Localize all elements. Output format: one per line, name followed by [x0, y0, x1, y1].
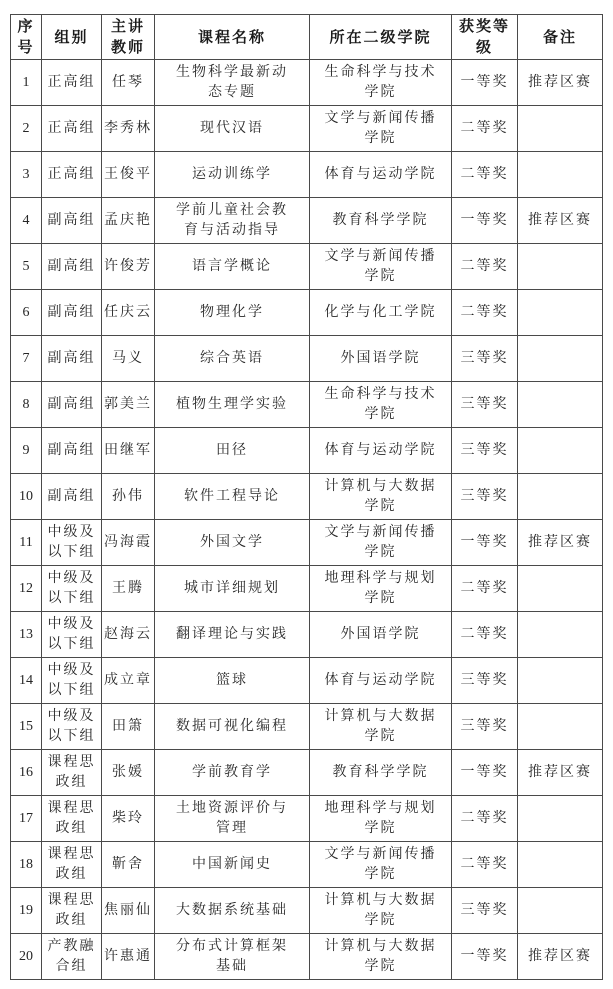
column-header-college: 所在二级学院	[310, 15, 452, 60]
cell-course: 分布式计算框架基础	[155, 934, 310, 980]
cell-college: 文学与新闻传播学院	[310, 244, 452, 290]
header-row	[11, 15, 603, 60]
cell-no: 10	[11, 474, 42, 520]
cell-group: 副高组	[42, 474, 102, 520]
cell-course: 翻译理论与实践	[155, 612, 310, 658]
cell-note	[518, 152, 603, 198]
cell-award: 二等奖	[452, 106, 518, 152]
cell-group: 中级及以下组	[42, 566, 102, 612]
cell-note	[518, 612, 603, 658]
cell-group: 产教融合组	[42, 934, 102, 980]
cell-teacher: 马义	[102, 336, 155, 382]
table-row	[11, 658, 603, 704]
cell-teacher: 靳舍	[102, 842, 155, 888]
table-row	[11, 842, 603, 888]
awards-table	[10, 14, 603, 980]
cell-group: 副高组	[42, 428, 102, 474]
cell-group: 中级及以下组	[42, 612, 102, 658]
table-body	[11, 60, 603, 980]
cell-course: 软件工程导论	[155, 474, 310, 520]
cell-note	[518, 796, 603, 842]
cell-course: 城市详细规划	[155, 566, 310, 612]
cell-teacher: 孟庆艳	[102, 198, 155, 244]
cell-course: 语言学概论	[155, 244, 310, 290]
cell-course: 田径	[155, 428, 310, 474]
cell-course: 数据可视化编程	[155, 704, 310, 750]
cell-award: 三等奖	[452, 336, 518, 382]
cell-teacher: 许俊芳	[102, 244, 155, 290]
cell-no: 14	[11, 658, 42, 704]
cell-award: 三等奖	[452, 474, 518, 520]
cell-college: 教育科学学院	[310, 198, 452, 244]
cell-teacher: 冯海霞	[102, 520, 155, 566]
cell-no: 3	[11, 152, 42, 198]
cell-college: 文学与新闻传播学院	[310, 106, 452, 152]
cell-teacher: 郭美兰	[102, 382, 155, 428]
cell-course: 生物科学最新动态专题	[155, 60, 310, 106]
cell-note: 推荐区赛	[518, 60, 603, 106]
table-row	[11, 290, 603, 336]
table-row	[11, 750, 603, 796]
cell-no: 4	[11, 198, 42, 244]
cell-group: 中级及以下组	[42, 520, 102, 566]
cell-no: 20	[11, 934, 42, 980]
cell-award: 二等奖	[452, 290, 518, 336]
cell-no: 2	[11, 106, 42, 152]
cell-award: 三等奖	[452, 382, 518, 428]
cell-note	[518, 474, 603, 520]
cell-course: 物理化学	[155, 290, 310, 336]
cell-note	[518, 888, 603, 934]
cell-note	[518, 336, 603, 382]
cell-college: 计算机与大数据学院	[310, 934, 452, 980]
cell-no: 5	[11, 244, 42, 290]
cell-group: 中级及以下组	[42, 704, 102, 750]
table-row	[11, 934, 603, 980]
cell-teacher: 张媛	[102, 750, 155, 796]
column-header-award: 获奖等级	[452, 15, 518, 60]
cell-teacher: 田继军	[102, 428, 155, 474]
cell-note	[518, 106, 603, 152]
cell-note	[518, 290, 603, 336]
cell-course: 运动训练学	[155, 152, 310, 198]
cell-teacher: 成立章	[102, 658, 155, 704]
cell-note: 推荐区赛	[518, 934, 603, 980]
table-row	[11, 106, 603, 152]
table-row	[11, 612, 603, 658]
column-header-course: 课程名称	[155, 15, 310, 60]
cell-group: 课程思政组	[42, 888, 102, 934]
cell-teacher: 焦丽仙	[102, 888, 155, 934]
cell-note	[518, 382, 603, 428]
cell-teacher: 任庆云	[102, 290, 155, 336]
cell-college: 体育与运动学院	[310, 152, 452, 198]
cell-course: 外国文学	[155, 520, 310, 566]
cell-note: 推荐区赛	[518, 750, 603, 796]
cell-note	[518, 842, 603, 888]
cell-teacher: 许惠通	[102, 934, 155, 980]
cell-group: 副高组	[42, 198, 102, 244]
cell-no: 13	[11, 612, 42, 658]
cell-award: 三等奖	[452, 658, 518, 704]
cell-teacher: 王俊平	[102, 152, 155, 198]
cell-no: 18	[11, 842, 42, 888]
cell-award: 一等奖	[452, 934, 518, 980]
cell-course: 土地资源评价与管理	[155, 796, 310, 842]
cell-college: 生命科学与技术学院	[310, 60, 452, 106]
cell-note	[518, 658, 603, 704]
cell-college: 体育与运动学院	[310, 658, 452, 704]
cell-college: 地理科学与规划学院	[310, 566, 452, 612]
cell-college: 文学与新闻传播学院	[310, 842, 452, 888]
cell-award: 三等奖	[452, 888, 518, 934]
cell-college: 化学与化工学院	[310, 290, 452, 336]
cell-note: 推荐区赛	[518, 198, 603, 244]
cell-note	[518, 244, 603, 290]
cell-course: 现代汉语	[155, 106, 310, 152]
cell-award: 一等奖	[452, 198, 518, 244]
cell-no: 15	[11, 704, 42, 750]
cell-group: 课程思政组	[42, 750, 102, 796]
cell-award: 三等奖	[452, 428, 518, 474]
cell-course: 学前儿童社会教育与活动指导	[155, 198, 310, 244]
cell-award: 一等奖	[452, 750, 518, 796]
cell-group: 副高组	[42, 382, 102, 428]
cell-no: 6	[11, 290, 42, 336]
cell-course: 综合英语	[155, 336, 310, 382]
cell-note	[518, 428, 603, 474]
table-row	[11, 198, 603, 244]
cell-group: 副高组	[42, 336, 102, 382]
cell-award: 二等奖	[452, 566, 518, 612]
cell-group: 正高组	[42, 60, 102, 106]
cell-no: 17	[11, 796, 42, 842]
cell-award: 一等奖	[452, 60, 518, 106]
cell-no: 12	[11, 566, 42, 612]
table-row	[11, 152, 603, 198]
column-header-teacher: 主讲教师	[102, 15, 155, 60]
cell-college: 教育科学学院	[310, 750, 452, 796]
cell-college: 地理科学与规划学院	[310, 796, 452, 842]
cell-college: 体育与运动学院	[310, 428, 452, 474]
column-header-group: 组别	[42, 15, 102, 60]
table-row	[11, 566, 603, 612]
cell-award: 二等奖	[452, 152, 518, 198]
cell-award: 二等奖	[452, 796, 518, 842]
cell-college: 外国语学院	[310, 336, 452, 382]
table-row	[11, 382, 603, 428]
cell-award: 二等奖	[452, 612, 518, 658]
table-row	[11, 704, 603, 750]
column-header-no: 序号	[11, 15, 42, 60]
cell-no: 11	[11, 520, 42, 566]
cell-course: 大数据系统基础	[155, 888, 310, 934]
cell-course: 学前教育学	[155, 750, 310, 796]
cell-teacher: 柴玲	[102, 796, 155, 842]
cell-no: 9	[11, 428, 42, 474]
table-row	[11, 520, 603, 566]
cell-no: 19	[11, 888, 42, 934]
table-row	[11, 60, 603, 106]
cell-no: 7	[11, 336, 42, 382]
cell-award: 一等奖	[452, 520, 518, 566]
cell-group: 中级及以下组	[42, 658, 102, 704]
table-row	[11, 474, 603, 520]
cell-no: 1	[11, 60, 42, 106]
table-row	[11, 888, 603, 934]
cell-college: 生命科学与技术学院	[310, 382, 452, 428]
cell-teacher: 李秀林	[102, 106, 155, 152]
cell-no: 8	[11, 382, 42, 428]
table-header	[11, 15, 603, 60]
cell-no: 16	[11, 750, 42, 796]
cell-note	[518, 566, 603, 612]
cell-teacher: 赵海云	[102, 612, 155, 658]
cell-college: 文学与新闻传播学院	[310, 520, 452, 566]
table-row	[11, 428, 603, 474]
cell-teacher: 王腾	[102, 566, 155, 612]
cell-teacher: 孙伟	[102, 474, 155, 520]
cell-note: 推荐区赛	[518, 520, 603, 566]
cell-teacher: 田箫	[102, 704, 155, 750]
cell-group: 正高组	[42, 106, 102, 152]
cell-group: 课程思政组	[42, 796, 102, 842]
cell-group: 副高组	[42, 290, 102, 336]
cell-award: 二等奖	[452, 842, 518, 888]
cell-college: 外国语学院	[310, 612, 452, 658]
column-header-note: 备注	[518, 15, 603, 60]
cell-teacher: 任琴	[102, 60, 155, 106]
cell-group: 副高组	[42, 244, 102, 290]
table-row	[11, 336, 603, 382]
cell-award: 三等奖	[452, 704, 518, 750]
cell-course: 植物生理学实验	[155, 382, 310, 428]
cell-group: 正高组	[42, 152, 102, 198]
cell-note	[518, 704, 603, 750]
cell-college: 计算机与大数据学院	[310, 704, 452, 750]
cell-college: 计算机与大数据学院	[310, 888, 452, 934]
table-row	[11, 796, 603, 842]
cell-course: 篮球	[155, 658, 310, 704]
cell-college: 计算机与大数据学院	[310, 474, 452, 520]
table-row	[11, 244, 603, 290]
cell-award: 二等奖	[452, 244, 518, 290]
cell-group: 课程思政组	[42, 842, 102, 888]
cell-course: 中国新闻史	[155, 842, 310, 888]
